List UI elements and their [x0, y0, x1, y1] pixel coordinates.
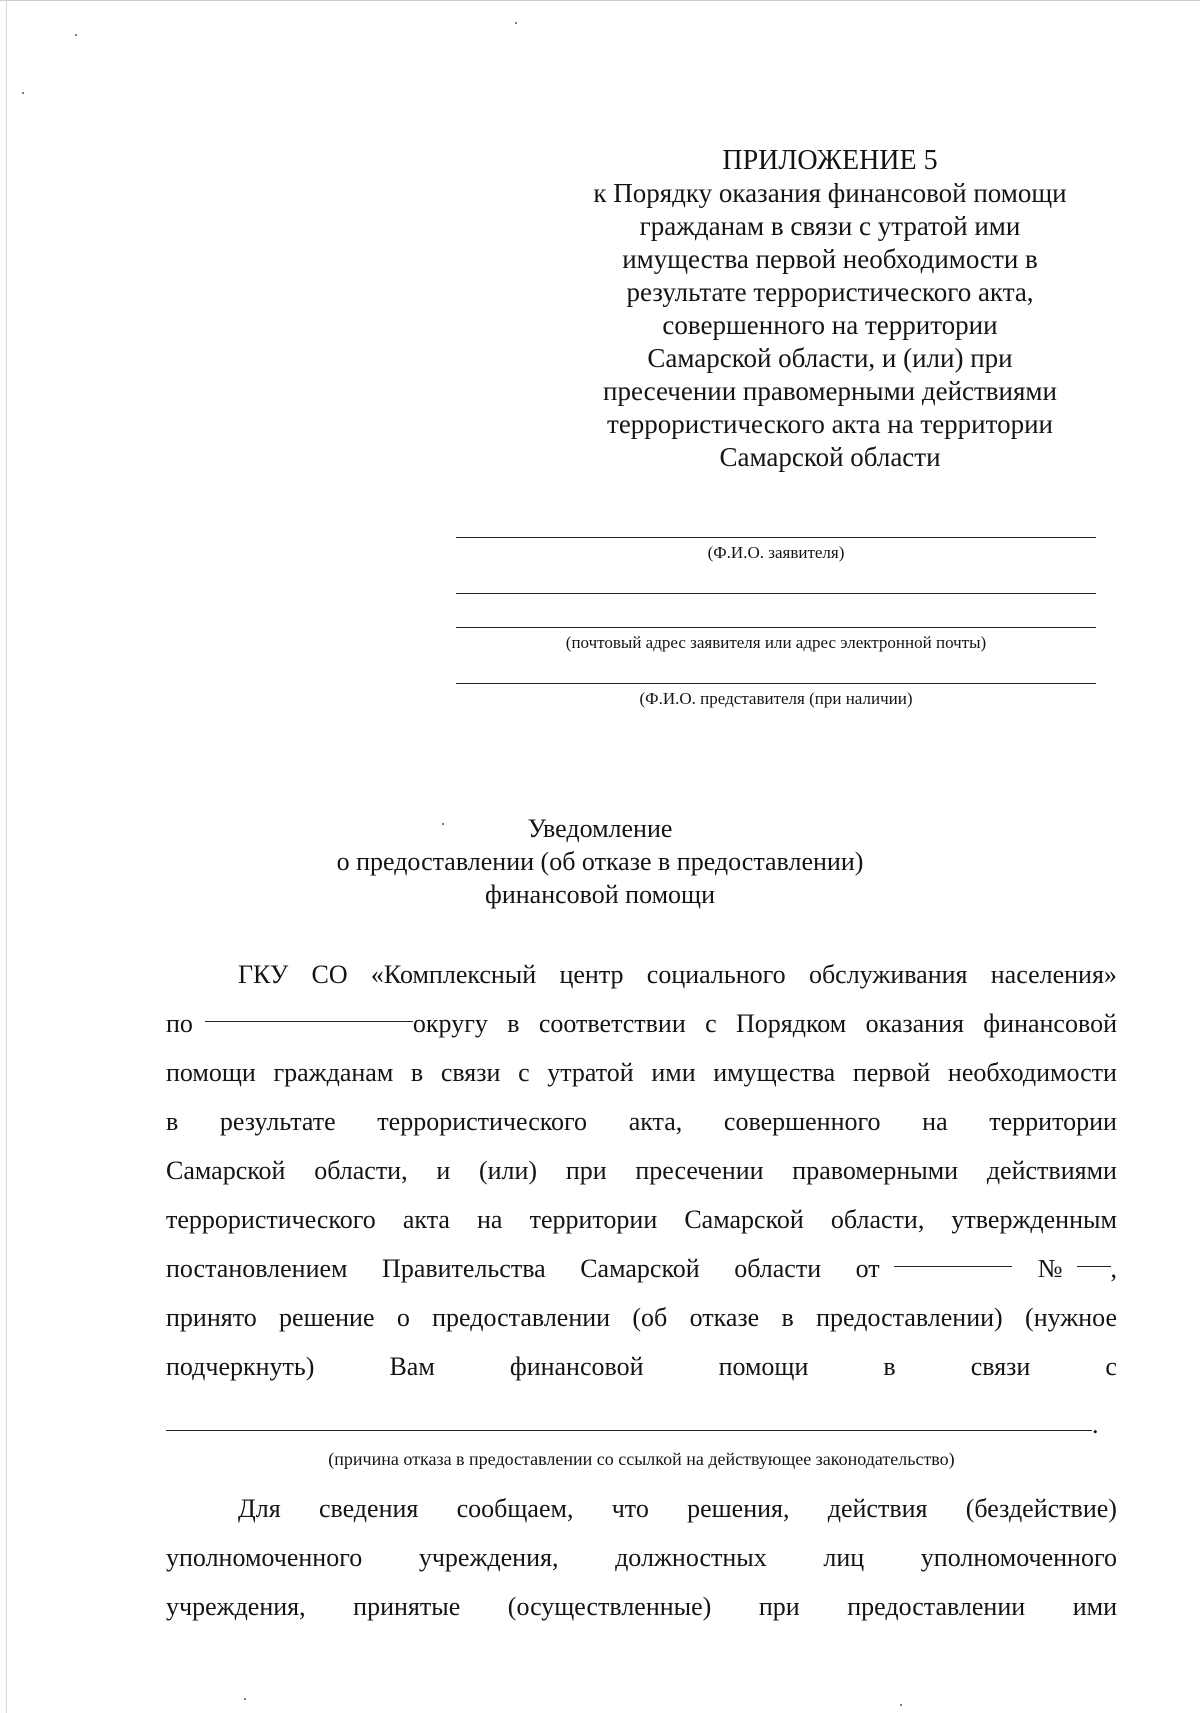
body-word: связи: [970, 1352, 1031, 1381]
body-word: гражданам: [273, 1058, 394, 1087]
body-word: Самарской: [166, 1156, 286, 1185]
body-word: области,: [314, 1156, 408, 1185]
district-blank[interactable]: [205, 999, 413, 1022]
body-word: предоставлении: [847, 1592, 1026, 1621]
body-word: принятые: [353, 1592, 461, 1621]
body-word: террористического: [377, 1107, 588, 1136]
applicant-address-line: [456, 627, 1096, 628]
body-word: ГКУ: [238, 960, 289, 989]
body-word: СО: [311, 960, 348, 989]
body-word: на: [477, 1205, 503, 1234]
notice-subtitle: финансовой помощи: [485, 880, 715, 909]
body-word: на: [922, 1107, 948, 1136]
body-word: Для: [238, 1494, 281, 1523]
body-word: территории: [529, 1205, 658, 1234]
body-line: [166, 1484, 1117, 1533]
body-word: сведения: [318, 1494, 419, 1523]
body-word: населения»: [990, 960, 1117, 989]
body-word: уполномоченного: [166, 1543, 363, 1572]
body-word: в: [166, 1107, 179, 1136]
body-line: [166, 1582, 1117, 1631]
applicant-address-line: [456, 593, 1096, 594]
appendix-line: пресечении правомерными действиями: [603, 376, 1057, 406]
appendix-line: результате террористического акта,: [626, 277, 1034, 307]
body-word: сообщаем,: [456, 1494, 574, 1523]
body-word: предоставлении): [816, 1303, 1003, 1332]
body-word: при: [758, 1592, 800, 1621]
body-word: акта,: [628, 1107, 683, 1136]
scan-speck: [900, 1704, 902, 1706]
body-word: помощи: [718, 1352, 809, 1381]
body-word: ,: [1110, 1254, 1117, 1283]
body-line: [166, 1048, 1117, 1097]
scan-speck: [244, 1698, 246, 1700]
body-word: связи: [440, 1058, 501, 1087]
body-word: принято: [166, 1303, 257, 1332]
body-line: [166, 1293, 1117, 1342]
body-word: необходимости: [947, 1058, 1117, 1087]
body-word: в: [781, 1303, 794, 1332]
appendix-line: имущества первой необходимости в: [622, 244, 1038, 274]
body-word: действия: [827, 1494, 928, 1523]
body-word: пресечении: [635, 1156, 764, 1185]
notice-subtitle: о предоставлении (об отказе в предоставлении): [336, 847, 864, 876]
body-word: и: [436, 1156, 451, 1185]
representative-line: [456, 683, 1096, 684]
appendix-title: ПРИЛОЖЕНИЕ 5: [722, 145, 938, 176]
date-blank[interactable]: [894, 1244, 1012, 1267]
body-line: [166, 1097, 1117, 1146]
body-word: что: [611, 1494, 649, 1523]
body-word: уполномоченного: [920, 1543, 1117, 1572]
reason-blank-line[interactable]: [166, 1430, 1092, 1431]
body-word: в: [410, 1058, 424, 1087]
body-word: (осуществленные): [507, 1592, 712, 1621]
body-word: Самарской: [684, 1205, 804, 1234]
applicant-address-caption: (почтовый адрес заявителя или адрес электронной почты): [565, 633, 987, 652]
body-word: «Комплексный: [370, 960, 537, 989]
body-word: действиями: [986, 1156, 1117, 1185]
appendix-header: [560, 144, 1100, 474]
scan-speck: [75, 34, 77, 36]
notice-body-continued: [166, 1484, 1117, 1631]
applicant-name-line: [456, 537, 1096, 538]
applicant-address-field-2[interactable]: [456, 627, 1096, 654]
body-word: должностных: [615, 1543, 767, 1572]
body-word: помощи: [166, 1058, 256, 1087]
body-word: результате: [219, 1107, 336, 1136]
applicant-address-field-1[interactable]: [456, 593, 1096, 594]
body-word: с: [1105, 1352, 1117, 1381]
representative-field[interactable]: [456, 683, 1096, 710]
body-word: лиц: [823, 1543, 865, 1572]
body-word: учреждения,: [418, 1543, 559, 1572]
body-word: имущества: [713, 1058, 836, 1087]
body-word: социального: [646, 960, 786, 989]
appendix-line: Самарской области, и (или) при: [647, 343, 1013, 373]
body-word: утратой: [547, 1058, 634, 1087]
body-word: финансовой: [509, 1352, 644, 1381]
body-word: террористического: [166, 1205, 376, 1234]
body-word: утвержденным: [951, 1205, 1117, 1234]
body-word: области,: [830, 1205, 925, 1234]
number-blank[interactable]: [1077, 1244, 1111, 1267]
body-word: по: [166, 1009, 193, 1038]
scan-edge: [6, 0, 7, 1713]
appendix-line: террористического акта на территории: [607, 409, 1053, 439]
body-word: территории: [989, 1107, 1117, 1136]
body-word: центр: [559, 960, 624, 989]
body-word: обслуживания: [808, 960, 968, 989]
body-word: ими: [1072, 1592, 1117, 1621]
body-word: о: [396, 1303, 410, 1332]
notice-body: [166, 950, 1117, 1391]
appendix-line: к Порядку оказания финансовой помощи: [593, 178, 1067, 208]
body-word: (бездействие): [965, 1494, 1117, 1523]
appendix-line: совершенного на территории: [662, 310, 998, 340]
body-word: №: [1037, 1254, 1063, 1283]
body-word: (или): [478, 1156, 538, 1185]
reason-end-dot: .: [1092, 1410, 1099, 1439]
reason-caption: (причина отказа в предоставлении со ссылкой на действующее законодательство): [328, 1449, 955, 1469]
applicant-name-field[interactable]: [456, 537, 1096, 564]
appendix-line: гражданам в связи с утратой ими: [639, 211, 1021, 241]
body-word: при: [565, 1156, 607, 1185]
body-line: [166, 1146, 1117, 1195]
body-word: подчеркнуть): [166, 1352, 315, 1381]
body-word: первой: [852, 1058, 931, 1087]
body-word: с: [518, 1058, 530, 1087]
body-word: отказе: [689, 1303, 760, 1332]
scan-speck: [22, 92, 24, 94]
representative-caption: (Ф.И.О. представителя (при наличии): [639, 689, 913, 708]
notice-heading: [300, 812, 900, 911]
body-word: предоставлении: [432, 1303, 611, 1332]
body-line: [166, 950, 1117, 999]
applicant-name-caption: (Ф.И.О. заявителя): [707, 543, 845, 562]
body-line: [166, 999, 1117, 1048]
body-word: в: [883, 1352, 896, 1381]
body-word: (об: [632, 1303, 668, 1332]
body-word: Вам: [389, 1352, 435, 1381]
body-word: ими: [651, 1058, 696, 1087]
body-line: [166, 1533, 1117, 1582]
body-word: совершенного: [723, 1107, 881, 1136]
body-word: правомерными: [792, 1156, 959, 1185]
notice-title: Уведомление: [527, 814, 673, 843]
body-word: постановлением Правительства Самарской области от: [166, 1254, 880, 1283]
scan-edge: [0, 0, 1200, 1]
body-word: (нужное: [1025, 1303, 1117, 1332]
body-line: [166, 1342, 1117, 1391]
body-word: округу в соответствии с Порядком оказания финансовой: [412, 1009, 1117, 1038]
body-word: решения,: [687, 1494, 790, 1523]
scan-speck: [515, 22, 517, 24]
body-word: акта: [402, 1205, 450, 1234]
appendix-line: Самарской области: [719, 442, 941, 472]
body-word: решение: [279, 1303, 375, 1332]
body-line: [166, 1244, 1117, 1293]
body-line: [166, 1195, 1117, 1244]
body-word: учреждения,: [166, 1592, 306, 1621]
